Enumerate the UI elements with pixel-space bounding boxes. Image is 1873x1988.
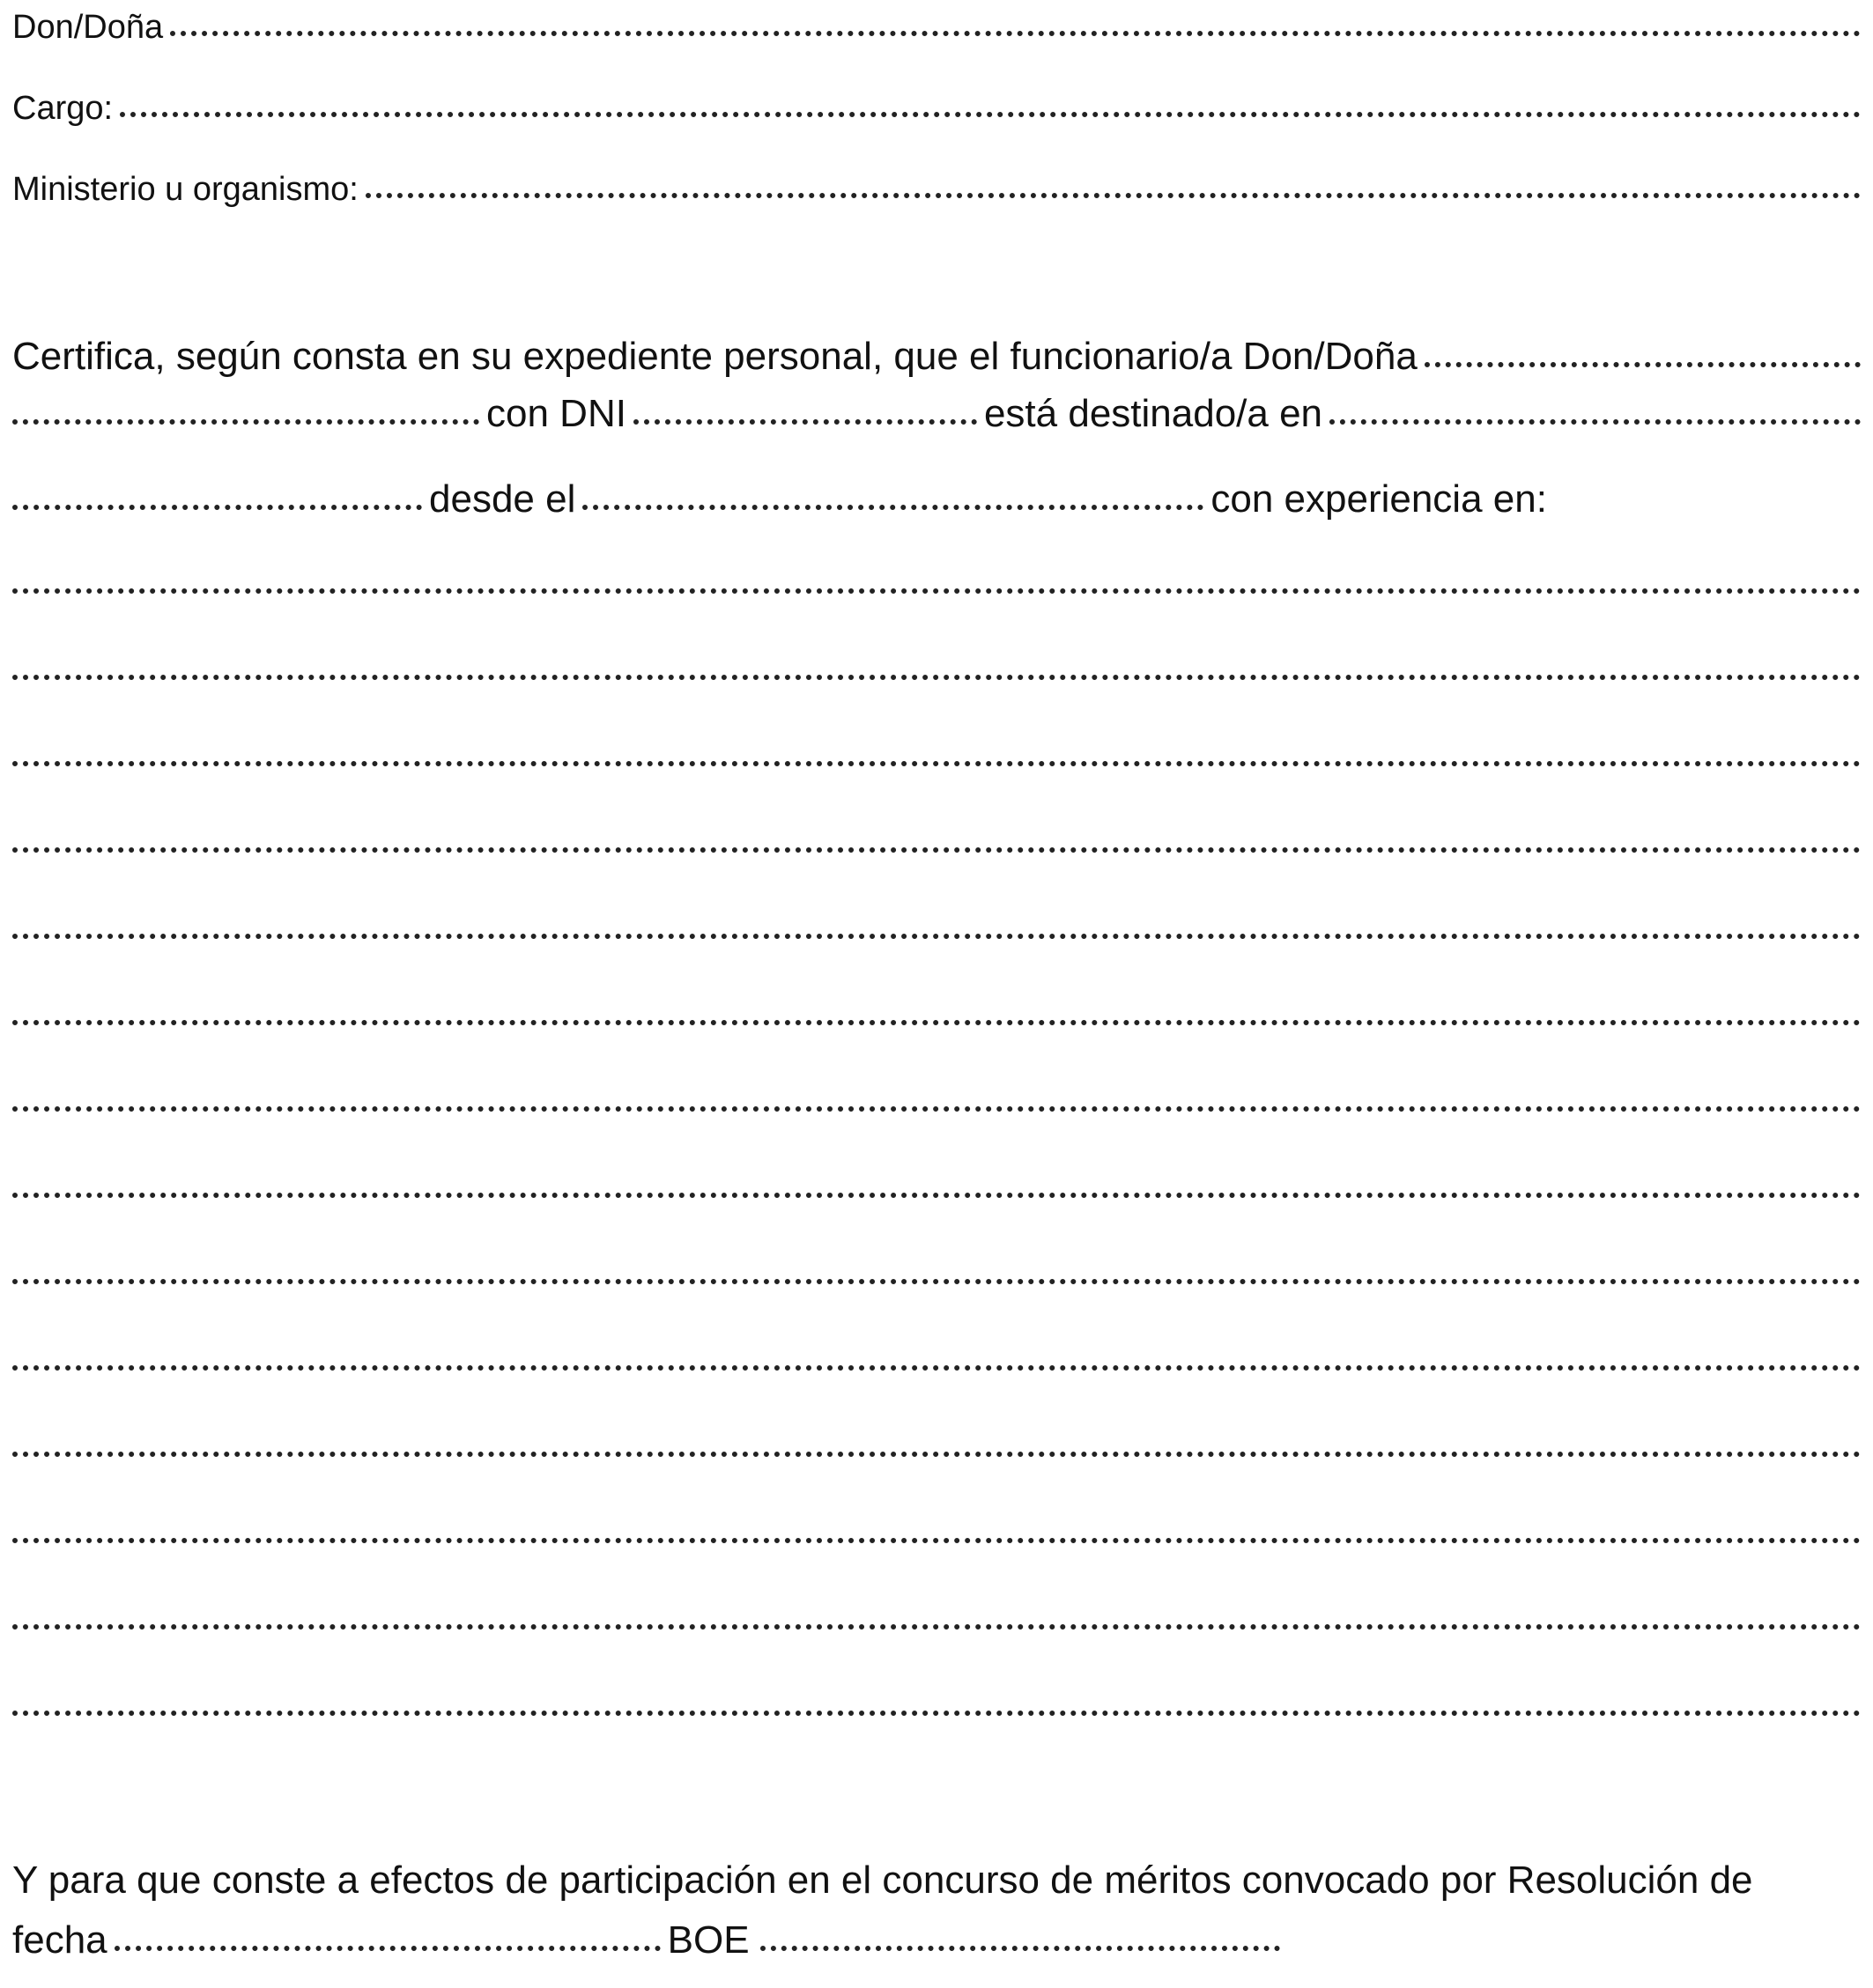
- experience-line-13[interactable]: [12, 1624, 1861, 1630]
- experience-line-1[interactable]: [12, 588, 1861, 594]
- dni-fill[interactable]: [633, 419, 977, 425]
- closing-text: Y para que conste a efectos de participación en el concurso de méritos convocado por Resolución de: [12, 1859, 1753, 1902]
- experience-line-4[interactable]: [12, 847, 1861, 853]
- certifica-line-3: [12, 477, 1861, 521]
- cargo-fill-line[interactable]: [120, 112, 1861, 117]
- destinado-label: está destinado/a en: [983, 392, 1323, 435]
- boe-fill[interactable]: [760, 1946, 1280, 1951]
- ministerio-label: Ministerio u organismo:: [12, 171, 359, 208]
- don-label: Don/Doña: [12, 9, 164, 46]
- funcionario-name-fill-cont[interactable]: [12, 419, 479, 425]
- certifica-line-1: [12, 335, 1861, 379]
- field-ministerio[interactable]: [12, 171, 1861, 209]
- certifica-line-2: [12, 392, 1861, 436]
- experience-line-5[interactable]: [12, 934, 1861, 939]
- field-don[interactable]: [12, 9, 1861, 47]
- funcionario-name-fill[interactable]: [1425, 362, 1861, 367]
- certifica-intro: Certifica, según consta en su expediente personal, que el funcionario/a Don/Doña: [12, 335, 1418, 378]
- don-fill-line[interactable]: [170, 31, 1861, 36]
- desde-label: desde el: [429, 477, 576, 521]
- cargo-label: Cargo:: [12, 90, 114, 127]
- experience-line-6[interactable]: [12, 1020, 1861, 1025]
- field-cargo[interactable]: [12, 90, 1861, 128]
- experience-line-7[interactable]: [12, 1106, 1861, 1112]
- closing-line-2: [12, 1918, 1280, 1962]
- experience-line-2[interactable]: [12, 675, 1861, 680]
- boe-label: BOE: [667, 1918, 750, 1962]
- experience-line-12[interactable]: [12, 1538, 1861, 1543]
- desde-date-fill[interactable]: [582, 505, 1203, 510]
- experience-line-10[interactable]: [12, 1365, 1861, 1371]
- fecha-fill[interactable]: [115, 1946, 661, 1951]
- experience-line-9[interactable]: [12, 1279, 1861, 1284]
- experiencia-label: con experiencia en:: [1210, 477, 1547, 521]
- experience-line-3[interactable]: [12, 761, 1861, 766]
- experience-line-11[interactable]: [12, 1452, 1861, 1457]
- fecha-label: fecha: [12, 1918, 107, 1962]
- destino-fill-cont[interactable]: [12, 505, 422, 510]
- destino-fill[interactable]: [1329, 419, 1861, 425]
- dni-label: con DNI: [486, 392, 626, 435]
- experience-line-8[interactable]: [12, 1193, 1861, 1198]
- ministerio-fill-line[interactable]: [366, 193, 1861, 198]
- closing-line-1: [12, 1859, 1861, 1903]
- experience-line-14[interactable]: [12, 1711, 1861, 1716]
